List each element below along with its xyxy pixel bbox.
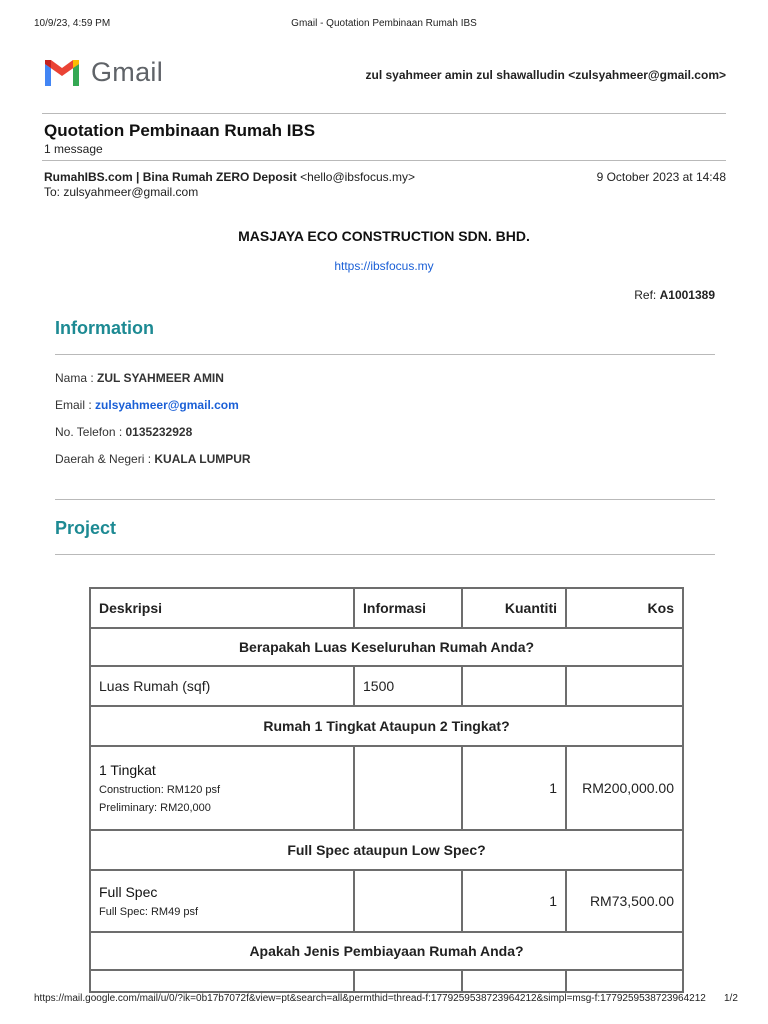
sender <box>44 170 415 184</box>
question-row <box>90 830 683 870</box>
row-information: 1500 <box>354 666 462 706</box>
gmail-m-icon <box>42 56 82 88</box>
field-label: Daerah & Negeri : <box>55 452 152 466</box>
field-label: Nama : <box>55 371 94 385</box>
website-link[interactable]: https://ibsfocus.my <box>334 259 434 273</box>
thread-subject: Quotation Pembinaan Rumah IBS <box>44 121 316 140</box>
divider <box>55 499 715 500</box>
col-header-kuantiti: Kuantiti <box>462 588 566 628</box>
option-note: Preliminary: RM20,000 <box>99 802 211 814</box>
option-note: Full Spec: RM49 psf <box>99 906 199 918</box>
question-text: Rumah 1 Tingkat Ataupun 2 Tingkat? <box>90 706 683 746</box>
row-cost <box>566 666 683 706</box>
question-text: Full Spec ataupun Low Spec? <box>90 830 683 870</box>
field-value: ZUL SYAHMEER AMIN <box>97 371 224 385</box>
row-cost: RM73,500.00 <box>566 870 683 932</box>
field-value: 0135232928 <box>125 425 193 439</box>
divider <box>55 354 715 355</box>
question-text: Berapakah Luas Keseluruhan Rumah Anda? <box>90 628 683 666</box>
row-quantity <box>462 666 566 706</box>
ref-label: Ref: <box>634 288 657 302</box>
message-date: 9 October 2023 at 14:48 <box>596 170 726 184</box>
sender-email: <hello@ibsfocus.my> <box>300 170 415 184</box>
field-telefon <box>55 425 192 439</box>
option-title: 1 Tingkat <box>99 762 156 778</box>
sender-name: RumahIBS.com | Bina Rumah ZERO Deposit <box>44 170 297 184</box>
field-value: KUALA LUMPUR <box>154 452 251 466</box>
row-quantity: 1 <box>462 746 566 830</box>
question-row <box>90 932 683 970</box>
account-identity: zul syahmeer amin zul shawalludin <zulsyahmeer@gmail.com> <box>365 68 726 82</box>
field-label: Email : <box>55 398 92 412</box>
table-row <box>90 746 683 830</box>
table-header-row <box>90 588 683 628</box>
col-header-kos: Kos <box>566 588 683 628</box>
table-row <box>90 970 683 992</box>
message-count: 1 message <box>44 142 103 156</box>
reference <box>634 288 715 302</box>
row-quantity: 1 <box>462 870 566 932</box>
company-name: MASJAYA ECO CONSTRUCTION SDN. BHD. <box>238 228 530 244</box>
print-page-number: 1/2 <box>724 993 738 1004</box>
row-description: Luas Rumah (sqf) <box>90 666 354 706</box>
col-header-informasi: Informasi <box>354 588 462 628</box>
print-url: https://mail.google.com/mail/u/0/?ik=0b17b7072f&view=pt&search=all&permthid=thread-f:1779259538723964212&simpl=msg-f:1779259538723964212 <box>34 993 706 1004</box>
email-link[interactable]: zulsyahmeer@gmail.com <box>95 398 239 412</box>
question-row <box>90 706 683 746</box>
row-information <box>354 870 462 932</box>
divider <box>42 160 726 161</box>
print-datetime: 10/9/23, 4:59 PM <box>34 18 111 29</box>
gmail-wordmark: Gmail <box>91 57 164 87</box>
col-header-deskripsi: Deskripsi <box>90 588 354 628</box>
row-description <box>90 970 354 992</box>
information-heading: Information <box>55 318 154 338</box>
row-cost <box>566 970 683 992</box>
row-information <box>354 970 462 992</box>
option-note: Construction: RM120 psf <box>99 784 221 796</box>
ref-value: A1001389 <box>659 288 715 302</box>
print-page-title: Gmail - Quotation Pembinaan Rumah IBS <box>291 18 477 29</box>
row-information <box>354 746 462 830</box>
project-heading: Project <box>55 518 117 538</box>
option-title: Full Spec <box>99 884 158 900</box>
row-description <box>90 870 354 932</box>
question-text: Apakah Jenis Pembiayaan Rumah Anda? <box>90 932 683 970</box>
field-daerah <box>55 452 251 466</box>
question-row <box>90 628 683 666</box>
gmail-logo <box>42 56 172 96</box>
row-cost: RM200,000.00 <box>566 746 683 830</box>
field-nama <box>55 371 224 385</box>
divider <box>42 113 726 114</box>
row-description <box>90 746 354 830</box>
field-label: No. Telefon : <box>55 425 123 439</box>
divider <box>55 554 715 555</box>
row-quantity <box>462 970 566 992</box>
table-row <box>90 870 683 932</box>
recipient: To: zulsyahmeer@gmail.com <box>44 185 199 199</box>
field-email <box>55 398 239 412</box>
table-row <box>90 666 683 706</box>
quotation-table <box>89 587 684 993</box>
